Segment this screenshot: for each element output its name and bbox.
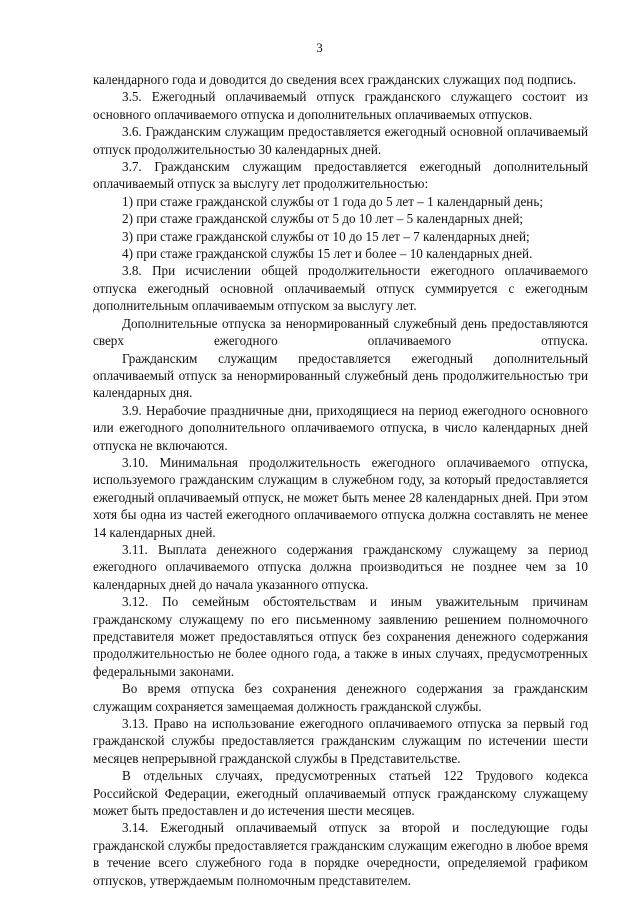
paragraph-unpaid-leave: Во время отпуска без сохранения денежного содержания за гражданским служащим сохраняется замещаемая должность гражданской службы. [93,681,588,714]
paragraph-3-5: 3.5. Ежегодный оплачиваемый отпуск гражданского служащего состоит из основного оплачиваемого отпуска и дополнительных оплачиваемых отпусков. [93,89,588,122]
paragraph-3-7: 3.7. Гражданским служащим предоставляется ежегодный дополнительный оплачиваемый отпуск за выслугу лет продолжительностью: [93,159,588,192]
paragraph-3-14: 3.14. Ежегодный оплачиваемый отпуск за второй и последующие годы гражданской службы предоставляется гражданским служащим ежегодно в любое время в течение всего служебного года в порядке очередности, определяемой графиком отпусков, утверждаемым полномочным представителем. [93,820,588,888]
list-item-3: 3) при стаже гражданской службы от 10 до 15 лет – 7 календарных дней; [122,228,530,244]
paragraph-3-12: 3.12. По семейным обстоятельствам и иным уважительным причинам гражданскому служащему по его письменному заявлению решением полномочного представителя может предоставляться отпуск без сохранения денежного содержания продолжительностью не более одного года, а также в иных случаях, предусмотренных федеральными законами. [93,594,588,679]
paragraph-3-8: 3.8. При исчислении общей продолжительности ежегодного оплачиваемого отпуска ежегодный основной оплачиваемый отпуск суммируется с ежегодным дополнительным оплачиваемым отпуском за выслугу лет. [93,263,588,314]
document-body [93,71,588,889]
paragraph-3-11: 3.11. Выплата денежного содержания гражданскому служащему за период ежегодного оплачиваемого отпуска должна производиться не позднее чем за 10 календарных дней до начала указанного отпуска. [93,541,588,592]
paragraph-3-6: 3.6. Гражданским служащим предоставляется ежегодный основной оплачиваемый отпуск продолжительностью 30 календарных дней. [93,124,588,157]
paragraph-additional-leave: Дополнительные отпуска за ненормированный служебный день предоставляются сверх ежегодного оплачиваемого отпуска. [93,315,588,349]
paragraph-continuation: календарного года и доводится до сведения всех гражданских служащих под подпись. [93,72,577,87]
list-item-1: 1) при стаже гражданской службы от 1 года до 5 лет – 1 календарный день; [122,193,543,209]
paragraph-irregular-day-leave: Гражданским служащим предоставляется ежегодный дополнительный оплачиваемый отпуск за ненормированный служебный день продолжительностью три календарных дня. [93,350,588,401]
list-item-4: 4) при стаже гражданской службы 15 лет и более – 10 календарных дней. [122,246,533,262]
paragraph-3-10: 3.10. Минимальная продолжительность ежегодного оплачиваемого отпуска, используемого гражданским служащим в служебном году, за который предоставляется ежегодный оплачиваемый отпуск, не может быть менее 28 календарных дней. При этом хотя бы одна из частей ежегодного оплачиваемого отпуска должна составлять не менее 14 календарных дней. [93,454,588,540]
page-number: 3 [316,40,323,55]
paragraph-3-9: 3.9. Нерабочие праздничные дни, приходящиеся на период ежегодного основного или ежегодного дополнительного оплачиваемого отпуска, в число календарных дней отпуска не включаются. [93,402,588,453]
paragraph-3-13: 3.13. Право на использование ежегодного оплачиваемого отпуска за первый год гражданской службы предоставляется гражданским служащим по истечении шести месяцев непрерывной гражданской службы в Представительстве. [93,716,588,766]
list-item-2: 2) при стаже гражданской службы от 5 до 10 лет – 5 календарных дней; [122,211,524,227]
paragraph-special-cases: В отдельных случаях, предусмотренных статьей 122 Трудового кодекса Российской Федерации, ежегодный оплачиваемый отпуск гражданскому служащему может быть предоставлен и до истечения шести месяцев. [93,768,588,819]
